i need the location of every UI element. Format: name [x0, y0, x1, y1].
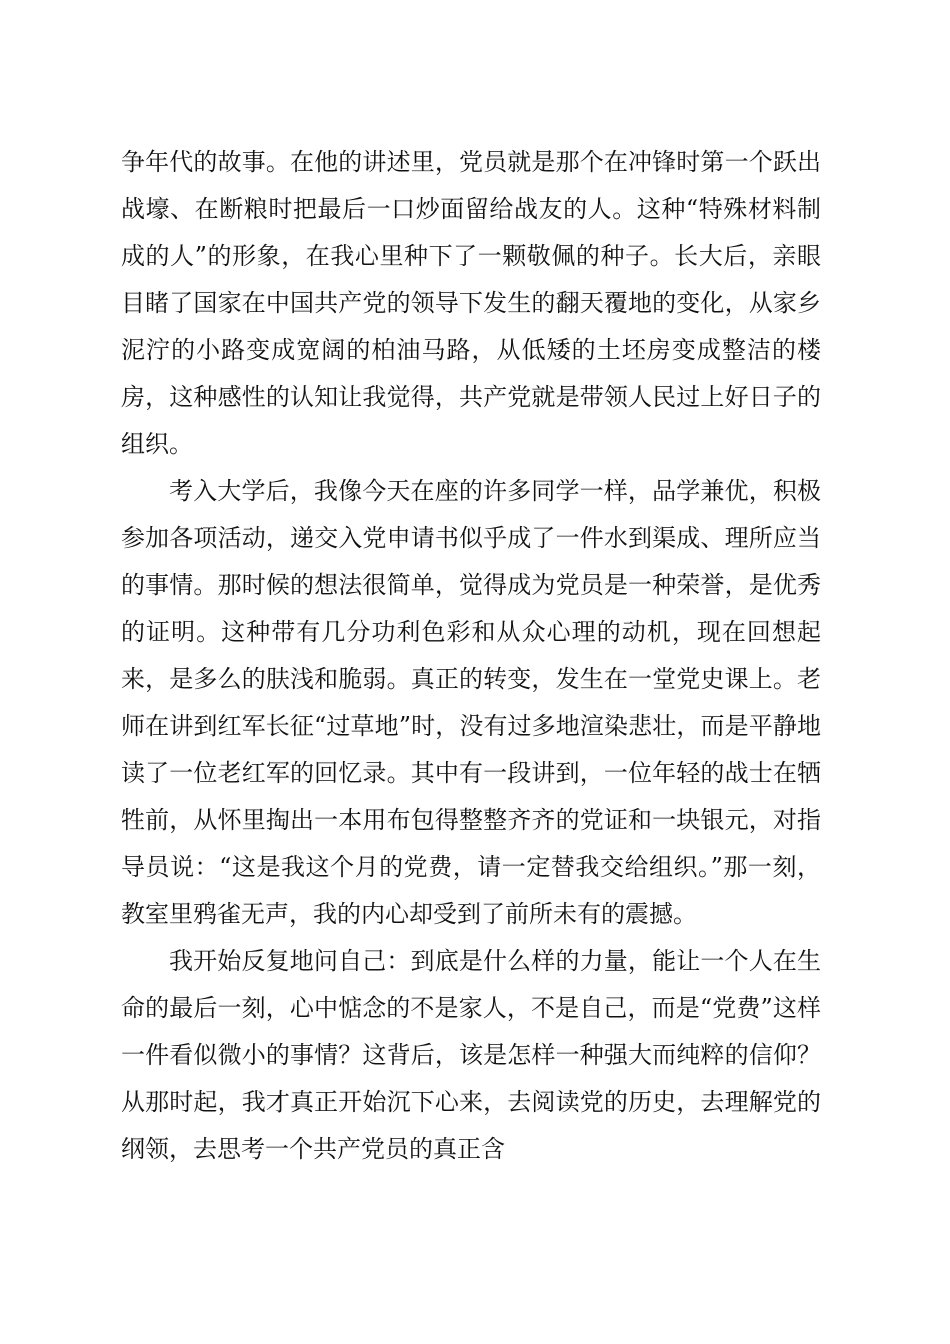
- document-body: [121, 139, 821, 1173]
- paragraph-2: 考入大学后，我像今天在座的许多同学一样，品学兼优，积极参加各项活动，递交入党申请书似乎成了一件水到渠成、理所应当的事情。那时候的想法很简单，觉得成为党员是一种荣誉，是优秀的证明。这种带有几分功利色彩和从众心理的动机，现在回想起来，是多么的肤浅和脆弱。真正的转变，发生在一堂党史课上。老师在讲到红军长征“过草地”时，没有过多地渲染悲壮，而是平静地读了一位老红军的回忆录。其中有一段讲到，一位年轻的战士在牺牲前，从怀里掏出一本用布包得整整齐齐的党证和一块银元，对指导员说：“这是我这个月的党费，请一定替我交给组织。”那一刻，教室里鸦雀无声，我的内心却受到了前所未有的震撼。: [121, 477, 821, 928]
- paragraph-3: 我开始反复地问自己：到底是什么样的力量，能让一个人在生命的最后一刻，心中惦念的不是家人，不是自己，而是“党费”这样一件看似微小的事情？这背后，该是怎样一种强大而纯粹的信仰？从那时起，我才真正开始沉下心来，去阅读党的历史，去理解党的纲领，去思考一个共产党员的真正含: [121, 947, 821, 1163]
- paragraph-1: 争年代的故事。在他的讲述里，党员就是那个在冲锋时第一个跃出战壕、在断粮时把最后一口炒面留给战友的人。这种“特殊材料制成的人”的形象，在我心里种下了一颗敬佩的种子。长大后，亲眼目睹了国家在中国共产党的领导下发生的翻天覆地的变化，从家乡泥泞的小路变成宽阔的柏油马路，从低矮的土坯房变成整洁的楼房，这种感性的认知让我觉得，共产党就是带领人民过上好日子的组织。: [121, 148, 821, 458]
